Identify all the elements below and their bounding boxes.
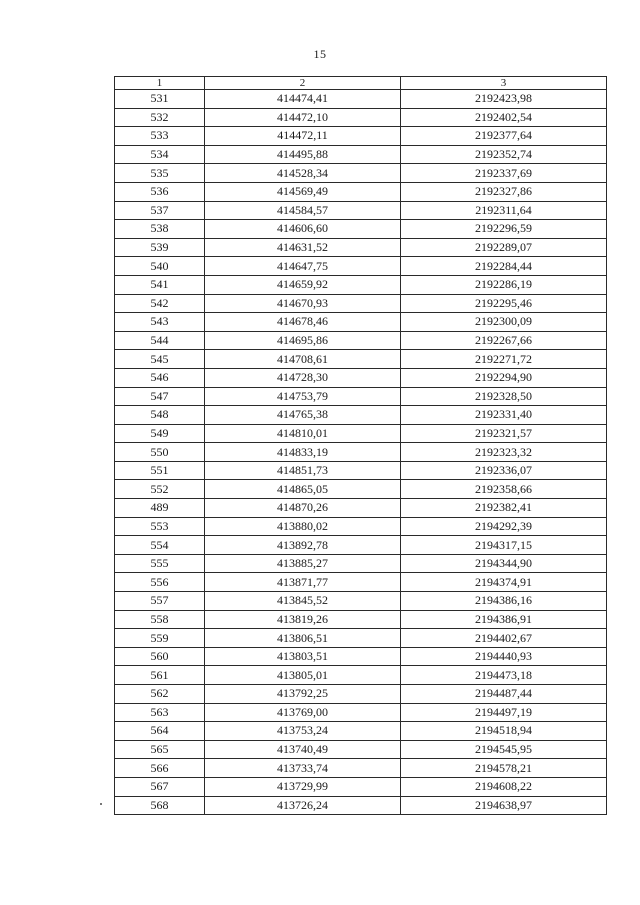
coordinates-table	[114, 76, 607, 815]
x-coordinate-cell: 414870,26	[205, 499, 401, 518]
point-number-cell: 548	[115, 406, 205, 425]
table-row	[115, 368, 607, 387]
y-coordinate-cell: 2194344,90	[401, 554, 607, 573]
x-coordinate-cell: 413729,99	[205, 777, 401, 796]
x-coordinate-cell: 413792,25	[205, 685, 401, 704]
table-row	[115, 480, 607, 499]
point-number-cell: 539	[115, 238, 205, 257]
x-coordinate-cell: 414695,86	[205, 331, 401, 350]
point-number-cell: 535	[115, 164, 205, 183]
table-row	[115, 238, 607, 257]
point-number-cell: 559	[115, 629, 205, 648]
point-number-cell: 543	[115, 313, 205, 332]
point-number-cell: 533	[115, 127, 205, 146]
y-coordinate-cell: 2194374,91	[401, 573, 607, 592]
table-row	[115, 722, 607, 741]
page-number: 15	[313, 47, 327, 61]
x-coordinate-cell: 413892,78	[205, 536, 401, 555]
x-coordinate-cell: 413726,24	[205, 796, 401, 815]
point-number-cell: 554	[115, 536, 205, 555]
table-row	[115, 592, 607, 611]
point-number-cell: 553	[115, 517, 205, 536]
table-row	[115, 257, 607, 276]
y-coordinate-cell: 2192294,90	[401, 368, 607, 387]
table-row	[115, 406, 607, 425]
x-coordinate-cell: 414865,05	[205, 480, 401, 499]
table-body	[115, 90, 607, 815]
y-coordinate-cell: 2192327,86	[401, 182, 607, 201]
table-row	[115, 759, 607, 778]
y-coordinate-cell: 2192296,59	[401, 220, 607, 239]
point-number-cell: 544	[115, 331, 205, 350]
y-coordinate-cell: 2194487,44	[401, 685, 607, 704]
x-coordinate-cell: 414474,41	[205, 90, 401, 109]
x-coordinate-cell: 414606,60	[205, 220, 401, 239]
point-number-cell: 563	[115, 703, 205, 722]
table-row	[115, 201, 607, 220]
y-coordinate-cell: 2194518,94	[401, 722, 607, 741]
x-coordinate-cell: 414851,73	[205, 461, 401, 480]
x-coordinate-cell: 414528,34	[205, 164, 401, 183]
x-coordinate-cell: 413805,01	[205, 666, 401, 685]
point-number-cell: 557	[115, 592, 205, 611]
table-row	[115, 629, 607, 648]
table-row	[115, 331, 607, 350]
y-coordinate-cell: 2194386,91	[401, 610, 607, 629]
point-number-cell: 542	[115, 294, 205, 313]
point-number-cell: 568	[115, 796, 205, 815]
table-row	[115, 108, 607, 127]
x-coordinate-cell: 414833,19	[205, 443, 401, 462]
point-number-cell: 534	[115, 145, 205, 164]
table-row	[115, 387, 607, 406]
table-header-row	[115, 77, 607, 90]
x-coordinate-cell: 414569,49	[205, 182, 401, 201]
x-coordinate-cell: 414753,79	[205, 387, 401, 406]
x-coordinate-cell: 414708,61	[205, 350, 401, 369]
x-coordinate-cell: 413803,51	[205, 647, 401, 666]
table-row	[115, 777, 607, 796]
table-row	[115, 573, 607, 592]
x-coordinate-cell: 413845,52	[205, 592, 401, 611]
point-number-cell: 536	[115, 182, 205, 201]
x-coordinate-cell: 413769,00	[205, 703, 401, 722]
column-header-1: 1	[115, 77, 205, 90]
point-number-cell: 489	[115, 499, 205, 518]
y-coordinate-cell: 2192423,98	[401, 90, 607, 109]
table-row	[115, 554, 607, 573]
y-coordinate-cell: 2192402,54	[401, 108, 607, 127]
point-number-cell: 540	[115, 257, 205, 276]
x-coordinate-cell: 414765,38	[205, 406, 401, 425]
x-coordinate-cell: 414728,30	[205, 368, 401, 387]
table-row	[115, 350, 607, 369]
table-row	[115, 703, 607, 722]
x-coordinate-cell: 413880,02	[205, 517, 401, 536]
table-row	[115, 182, 607, 201]
table-row	[115, 499, 607, 518]
point-number-cell: 545	[115, 350, 205, 369]
y-coordinate-cell: 2192267,66	[401, 331, 607, 350]
y-coordinate-cell: 2192358,66	[401, 480, 607, 499]
y-coordinate-cell: 2192337,69	[401, 164, 607, 183]
table-row	[115, 220, 607, 239]
x-coordinate-cell: 413871,77	[205, 573, 401, 592]
y-coordinate-cell: 2194386,16	[401, 592, 607, 611]
y-coordinate-cell: 2194473,18	[401, 666, 607, 685]
point-number-cell: 555	[115, 554, 205, 573]
point-number-cell: 547	[115, 387, 205, 406]
table-row	[115, 145, 607, 164]
x-coordinate-cell: 413753,24	[205, 722, 401, 741]
point-number-cell: 532	[115, 108, 205, 127]
y-coordinate-cell: 2192311,64	[401, 201, 607, 220]
x-coordinate-cell: 414584,57	[205, 201, 401, 220]
point-number-cell: 537	[115, 201, 205, 220]
x-coordinate-cell: 414659,92	[205, 275, 401, 294]
x-coordinate-cell: 414472,11	[205, 127, 401, 146]
x-coordinate-cell: 413733,74	[205, 759, 401, 778]
y-coordinate-cell: 2192336,07	[401, 461, 607, 480]
y-coordinate-cell: 2192271,72	[401, 350, 607, 369]
table-row	[115, 313, 607, 332]
table-row	[115, 685, 607, 704]
table-row	[115, 127, 607, 146]
point-number-cell: 558	[115, 610, 205, 629]
table-row	[115, 164, 607, 183]
y-coordinate-cell: 2192321,57	[401, 424, 607, 443]
point-number-cell: 566	[115, 759, 205, 778]
y-coordinate-cell: 2192382,41	[401, 499, 607, 518]
table-row	[115, 443, 607, 462]
point-number-cell: 567	[115, 777, 205, 796]
y-coordinate-cell: 2192328,50	[401, 387, 607, 406]
table-row	[115, 666, 607, 685]
y-coordinate-cell: 2192331,40	[401, 406, 607, 425]
y-coordinate-cell: 2194497,19	[401, 703, 607, 722]
table-row	[115, 796, 607, 815]
table-row	[115, 536, 607, 555]
x-coordinate-cell: 413819,26	[205, 610, 401, 629]
point-number-cell: 541	[115, 275, 205, 294]
point-number-cell: 551	[115, 461, 205, 480]
y-coordinate-cell: 2194317,15	[401, 536, 607, 555]
y-coordinate-cell: 2192284,44	[401, 257, 607, 276]
column-header-3: 3	[401, 77, 607, 90]
y-coordinate-cell: 2194402,67	[401, 629, 607, 648]
table-row	[115, 610, 607, 629]
y-coordinate-cell: 2194292,39	[401, 517, 607, 536]
point-number-cell: 556	[115, 573, 205, 592]
table-row	[115, 294, 607, 313]
y-coordinate-cell: 2194578,21	[401, 759, 607, 778]
point-number-cell: 549	[115, 424, 205, 443]
point-number-cell: 538	[115, 220, 205, 239]
x-coordinate-cell: 413806,51	[205, 629, 401, 648]
y-coordinate-cell: 2194608,22	[401, 777, 607, 796]
table-row	[115, 424, 607, 443]
x-coordinate-cell: 413740,49	[205, 740, 401, 759]
table-row	[115, 647, 607, 666]
x-coordinate-cell: 414678,46	[205, 313, 401, 332]
x-coordinate-cell: 413885,27	[205, 554, 401, 573]
y-coordinate-cell: 2192323,32	[401, 443, 607, 462]
table-row	[115, 90, 607, 109]
y-coordinate-cell: 2194638,97	[401, 796, 607, 815]
table-row	[115, 461, 607, 480]
y-coordinate-cell: 2192352,74	[401, 145, 607, 164]
point-number-cell: 565	[115, 740, 205, 759]
x-coordinate-cell: 414472,10	[205, 108, 401, 127]
table-row	[115, 517, 607, 536]
point-number-cell: 552	[115, 480, 205, 499]
point-number-cell: 546	[115, 368, 205, 387]
y-coordinate-cell: 2194440,93	[401, 647, 607, 666]
point-number-cell: 550	[115, 443, 205, 462]
point-number-cell: 561	[115, 666, 205, 685]
point-number-cell: 562	[115, 685, 205, 704]
y-coordinate-cell: 2192286,19	[401, 275, 607, 294]
point-number-cell: 564	[115, 722, 205, 741]
y-coordinate-cell: 2194545,95	[401, 740, 607, 759]
x-coordinate-cell: 414495,88	[205, 145, 401, 164]
x-coordinate-cell: 414810,01	[205, 424, 401, 443]
x-coordinate-cell: 414631,52	[205, 238, 401, 257]
point-number-cell: 560	[115, 647, 205, 666]
column-header-2: 2	[205, 77, 401, 90]
y-coordinate-cell: 2192377,64	[401, 127, 607, 146]
table-row	[115, 275, 607, 294]
point-number-cell: 531	[115, 90, 205, 109]
table-row	[115, 740, 607, 759]
y-coordinate-cell: 2192300,09	[401, 313, 607, 332]
y-coordinate-cell: 2192289,07	[401, 238, 607, 257]
x-coordinate-cell: 414670,93	[205, 294, 401, 313]
y-coordinate-cell: 2192295,46	[401, 294, 607, 313]
stray-mark	[100, 803, 102, 805]
x-coordinate-cell: 414647,75	[205, 257, 401, 276]
